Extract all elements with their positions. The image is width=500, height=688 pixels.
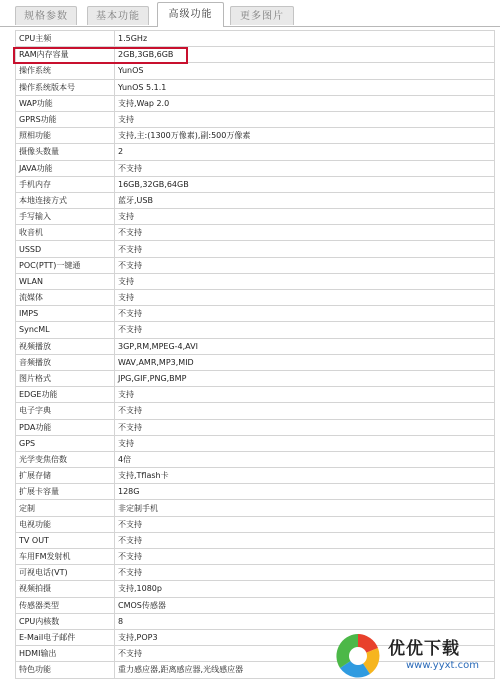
- table-row: [16, 387, 495, 403]
- spec-value: CMOS传感器: [115, 597, 495, 613]
- spec-value: 3GP,RM,MPEG-4,AVI: [115, 338, 495, 354]
- table-row: [16, 581, 495, 597]
- spec-value: JPG,GIF,PNG,BMP: [115, 370, 495, 386]
- table-row: [16, 176, 495, 192]
- spec-value: 不支持: [115, 257, 495, 273]
- table-row: [16, 79, 495, 95]
- spec-label: 传感器类型: [16, 597, 115, 613]
- table-row: [16, 354, 495, 370]
- spec-value: 8: [115, 613, 495, 629]
- table-row: [16, 63, 495, 79]
- spec-value: 重力感应器,距离感应器,光线感应器: [115, 662, 495, 678]
- spec-value: 支持: [115, 209, 495, 225]
- watermark-url: www.yyxt.com: [406, 660, 480, 671]
- spec-value: 蓝牙,USB: [115, 192, 495, 208]
- table-row: [16, 306, 495, 322]
- spec-label: 车用FM发射机: [16, 549, 115, 565]
- spec-value: 不支持: [115, 306, 495, 322]
- table-row: [16, 403, 495, 419]
- watermark: [330, 628, 500, 684]
- spec-value: 不支持: [115, 646, 495, 662]
- spec-label: WLAN: [16, 273, 115, 289]
- table-row: [16, 225, 495, 241]
- table-row: [16, 338, 495, 354]
- spec-label: 手机内存: [16, 176, 115, 192]
- spec-label: IMPS: [16, 306, 115, 322]
- table-row: [16, 144, 495, 160]
- spec-label: 视频拍摄: [16, 581, 115, 597]
- spec-label: POC(PTT)一键通: [16, 257, 115, 273]
- table-row: [16, 31, 495, 47]
- spec-label: GPRS功能: [16, 111, 115, 127]
- spec-value: 1.5GHz: [115, 31, 495, 47]
- spec-label: PDA功能: [16, 419, 115, 435]
- spec-label: 定制: [16, 500, 115, 516]
- spec-value: 支持: [115, 387, 495, 403]
- spec-value: 不支持: [115, 241, 495, 257]
- spec-value: 支持,POP3: [115, 629, 495, 645]
- spec-value: 支持,主:(1300万像素),副:500万像素: [115, 128, 495, 144]
- spec-value: WAV,AMR,MP3,MID: [115, 354, 495, 370]
- spec-value: 不支持: [115, 516, 495, 532]
- tab-more-images[interactable]: 更多图片: [230, 6, 294, 25]
- spec-value: YunOS 5.1.1: [115, 79, 495, 95]
- spec-label: USSD: [16, 241, 115, 257]
- spec-label: E-Mail电子邮件: [16, 629, 115, 645]
- spec-label: 光学变焦倍数: [16, 451, 115, 467]
- spec-label: 手写输入: [16, 209, 115, 225]
- spec-label: 照相功能: [16, 128, 115, 144]
- spec-value: 非定制手机: [115, 500, 495, 516]
- table-row: [16, 435, 495, 451]
- spec-value: 16GB,32GB,64GB: [115, 176, 495, 192]
- spec-value: 4倍: [115, 451, 495, 467]
- spec-value: 不支持: [115, 160, 495, 176]
- spec-label: EDGE功能: [16, 387, 115, 403]
- spec-value: 支持,Wap 2.0: [115, 95, 495, 111]
- spec-table: [15, 30, 495, 679]
- spec-value: 不支持: [115, 565, 495, 581]
- tab-specs[interactable]: 规格参数: [15, 6, 77, 25]
- spec-label: 图片格式: [16, 370, 115, 386]
- table-row: [16, 47, 495, 63]
- table-row: [16, 370, 495, 386]
- tab-advanced-functions[interactable]: 高级功能: [157, 2, 224, 27]
- table-row: [16, 111, 495, 127]
- table-row: [16, 549, 495, 565]
- spec-label: 扩展存储: [16, 468, 115, 484]
- table-row: [16, 241, 495, 257]
- spec-label: 扩展卡容量: [16, 484, 115, 500]
- spec-label: 操作系统版本号: [16, 79, 115, 95]
- table-row: [16, 419, 495, 435]
- spec-value: 不支持: [115, 549, 495, 565]
- spec-value: 不支持: [115, 532, 495, 548]
- table-row: [16, 273, 495, 289]
- spec-label: SyncML: [16, 322, 115, 338]
- table-row: [16, 290, 495, 306]
- spec-label: HDMI输出: [16, 646, 115, 662]
- spec-label: GPS: [16, 435, 115, 451]
- spec-label: 电子字典: [16, 403, 115, 419]
- table-row: [16, 451, 495, 467]
- table-row: [16, 209, 495, 225]
- spec-value: 不支持: [115, 322, 495, 338]
- spec-label: 视频播放: [16, 338, 115, 354]
- table-row: [16, 468, 495, 484]
- spec-value: 支持,Tflash卡: [115, 468, 495, 484]
- table-row: [16, 160, 495, 176]
- spec-value: 支持: [115, 435, 495, 451]
- table-row: [16, 565, 495, 581]
- spec-label: 操作系统: [16, 63, 115, 79]
- watermark-title: 优优下载: [388, 639, 460, 659]
- spec-label: 音频播放: [16, 354, 115, 370]
- table-row: [16, 516, 495, 532]
- spec-label: TV OUT: [16, 532, 115, 548]
- spec-label: CPU内核数: [16, 613, 115, 629]
- table-row: [16, 128, 495, 144]
- spec-label: 特色功能: [16, 662, 115, 678]
- spec-value: 支持: [115, 290, 495, 306]
- spec-value: 支持: [115, 273, 495, 289]
- table-row: [16, 95, 495, 111]
- spec-label: JAVA功能: [16, 160, 115, 176]
- spec-label: 电视功能: [16, 516, 115, 532]
- tab-bar: [0, 0, 500, 27]
- table-row: [16, 613, 495, 629]
- spec-value: 2GB,3GB,6GB: [115, 47, 495, 63]
- spec-label: 本地连接方式: [16, 192, 115, 208]
- spec-value: 不支持: [115, 403, 495, 419]
- spec-value: 不支持: [115, 419, 495, 435]
- spec-value: 2: [115, 144, 495, 160]
- table-row: [16, 484, 495, 500]
- spec-value: 支持: [115, 111, 495, 127]
- table-row: [16, 532, 495, 548]
- spec-label: 流媒体: [16, 290, 115, 306]
- spec-value: 不支持: [115, 225, 495, 241]
- tab-basic-functions[interactable]: 基本功能: [87, 6, 149, 25]
- table-row: [16, 257, 495, 273]
- spec-label: 收音机: [16, 225, 115, 241]
- spec-value: YunOS: [115, 63, 495, 79]
- spec-label: WAP功能: [16, 95, 115, 111]
- spec-label: CPU主频: [16, 31, 115, 47]
- table-row: [16, 597, 495, 613]
- spec-label: 可视电话(VT): [16, 565, 115, 581]
- spec-label: RAM内存容量: [16, 47, 115, 63]
- spec-label: 摄像头数量: [16, 144, 115, 160]
- yyxt-logo-icon: [330, 628, 386, 684]
- table-row: [16, 500, 495, 516]
- table-row: [16, 322, 495, 338]
- spec-value: 128G: [115, 484, 495, 500]
- table-row: [16, 192, 495, 208]
- spec-value: 支持,1080p: [115, 581, 495, 597]
